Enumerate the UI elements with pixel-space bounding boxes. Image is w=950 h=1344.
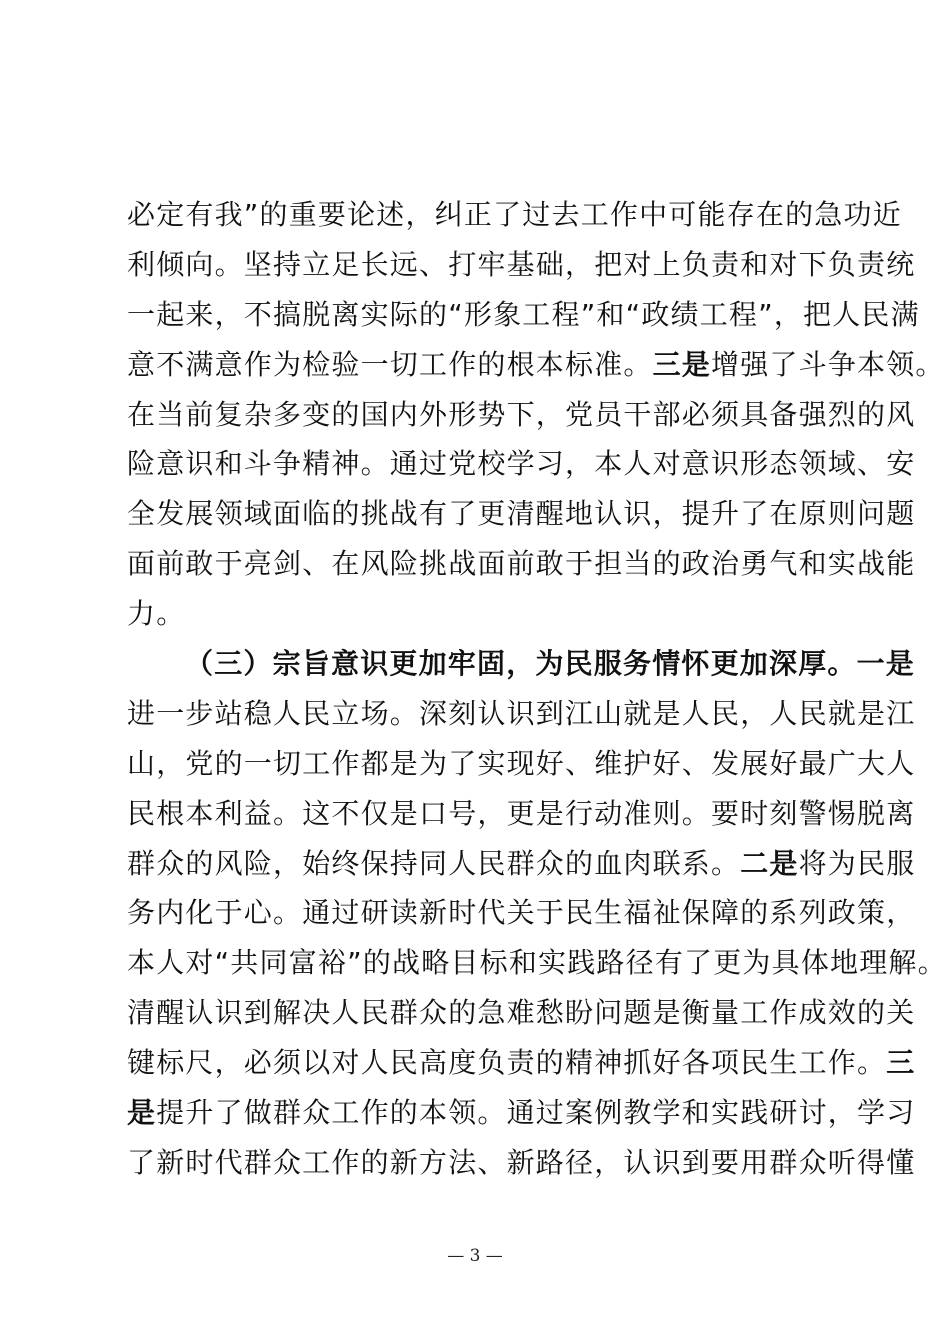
text-line bbox=[127, 492, 916, 542]
bold-text: 三 bbox=[886, 1046, 916, 1080]
text-segment: 面前敢于亮剑、在风险挑战面前敢于担当的政治勇气和实战能 bbox=[127, 547, 916, 581]
text-segment: 山，党的一切工作都是为了实现好、维护好、发展好最广大人 bbox=[127, 746, 916, 780]
text-line bbox=[127, 692, 916, 742]
text-line bbox=[127, 1141, 916, 1191]
text-line bbox=[127, 542, 916, 592]
text-line bbox=[127, 343, 945, 393]
text-line bbox=[127, 1091, 916, 1141]
bold-text: 二是 bbox=[740, 846, 799, 880]
text-line bbox=[127, 193, 902, 243]
text-segment: 了新时代群众工作的新方法、新路径，认识到要用群众听得懂 bbox=[127, 1145, 916, 1179]
text-segment: 在当前复杂多变的国内外形势下，党员干部必须具备强烈的风 bbox=[127, 397, 916, 431]
text-segment: 力。 bbox=[127, 597, 186, 631]
text-line bbox=[127, 293, 920, 343]
text-segment: 键标尺，必须以对人民高度负责的精神抓好各项民生工作。 bbox=[127, 1046, 887, 1080]
bold-text: 三是 bbox=[652, 347, 712, 381]
text-segment: 增强了斗争本领。 bbox=[711, 347, 945, 381]
text-line bbox=[127, 1041, 916, 1091]
text-segment: 清醒认识到解决人民群众的急难愁盼问题是衡量工作成效的关 bbox=[127, 996, 916, 1030]
bold-text: （三）宗旨意识更加牢固，为民服务情怀更加深厚。一是 bbox=[185, 647, 916, 681]
text-line bbox=[127, 592, 847, 642]
text-segment: 提升了做群众工作的本领。通过案例教学和实践研讨，学习 bbox=[156, 1096, 916, 1130]
text-segment: 意不满意作为检验一切工作的根本标准。 bbox=[127, 347, 653, 381]
bold-text: 是 bbox=[127, 1096, 157, 1130]
text-segment: 必定有我”的重要论述，纠正了过去工作中可能存在的急功近 bbox=[127, 198, 902, 231]
text-segment: 进一步站稳人民立场。深刻认识到江山就是人民，人民就是江 bbox=[127, 696, 916, 730]
text-line bbox=[127, 842, 916, 892]
text-line bbox=[127, 442, 916, 492]
document-body bbox=[127, 193, 947, 1191]
page-number: — 3 — bbox=[447, 1246, 503, 1266]
text-line bbox=[127, 991, 916, 1041]
text-line bbox=[127, 891, 916, 941]
text-segment: 一起来，不搞脱离实际的“形象工程”和“政绩工程”，把人民满 bbox=[127, 297, 920, 331]
text-line bbox=[127, 792, 916, 842]
text-segment: 民根本利益。这不仅是口号，更是行动准则。要时刻警惕脱离 bbox=[127, 796, 916, 830]
text-segment: 将为民服 bbox=[798, 846, 916, 880]
text-segment: 全发展领域面临的挑战有了更清醒地认识，提升了在原则问题 bbox=[127, 497, 916, 531]
text-segment: 务内化于心。通过研读新时代关于民生福祉保障的系列政策， bbox=[127, 896, 916, 930]
text-segment: 险意识和斗争精神。通过党校学习，本人对意识形态领域、安 bbox=[127, 447, 916, 481]
text-segment: 利倾向。坚持立足长远、打牢基础，把对上负责和对下负责统 bbox=[127, 247, 916, 281]
text-segment: 群众的风险，始终保持同人民群众的血肉联系。 bbox=[127, 846, 741, 880]
text-line bbox=[127, 941, 947, 991]
section-heading-line bbox=[127, 642, 916, 692]
text-line bbox=[127, 742, 916, 792]
text-line bbox=[127, 393, 916, 443]
text-line bbox=[127, 243, 916, 293]
text-segment: 本人对“共同富裕”的战略目标和实践路径有了更为具体地理解。 bbox=[127, 946, 947, 980]
